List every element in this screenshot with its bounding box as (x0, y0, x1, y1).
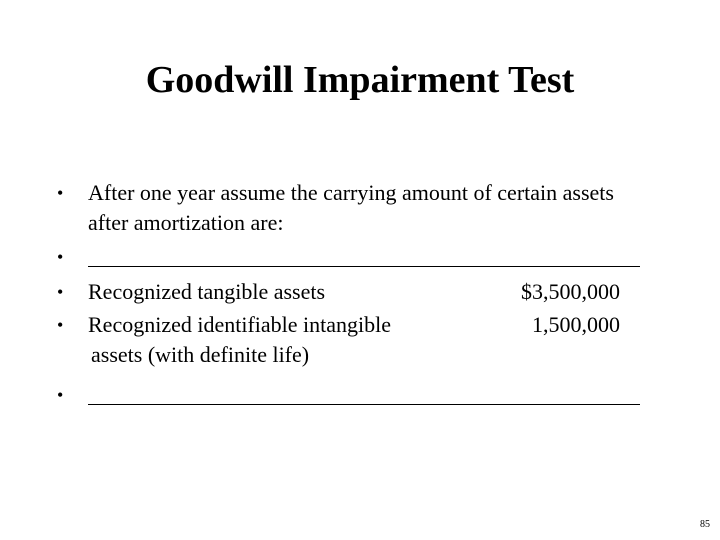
intangible-assets-label: Recognized identifiable intangible (88, 312, 392, 337)
tangible-assets-label: Recognized tangible assets (88, 279, 326, 304)
bullet-list (57, 0, 677, 540)
bullet-icon: • (57, 315, 64, 335)
bullet-icon: • (57, 183, 64, 203)
tangible-assets-amount: $3,500,000 (521, 279, 620, 304)
bullet-icon: • (57, 385, 64, 405)
separator-line-bottom (88, 404, 640, 405)
page-number: 85 (700, 519, 710, 530)
bullet-icon: • (57, 247, 64, 267)
intangible-assets-amount: 1,500,000 (532, 312, 620, 337)
intangible-assets-label-cont: assets (with definite life) (91, 342, 310, 367)
separator-line-top (88, 266, 640, 267)
intro-line-2: after amortization are: (88, 210, 284, 235)
intro-line-1: After one year assume the carrying amount of certain assets (88, 180, 614, 205)
slide-title: Goodwill Impairment Test (145, 59, 575, 101)
bullet-icon: • (57, 282, 64, 302)
